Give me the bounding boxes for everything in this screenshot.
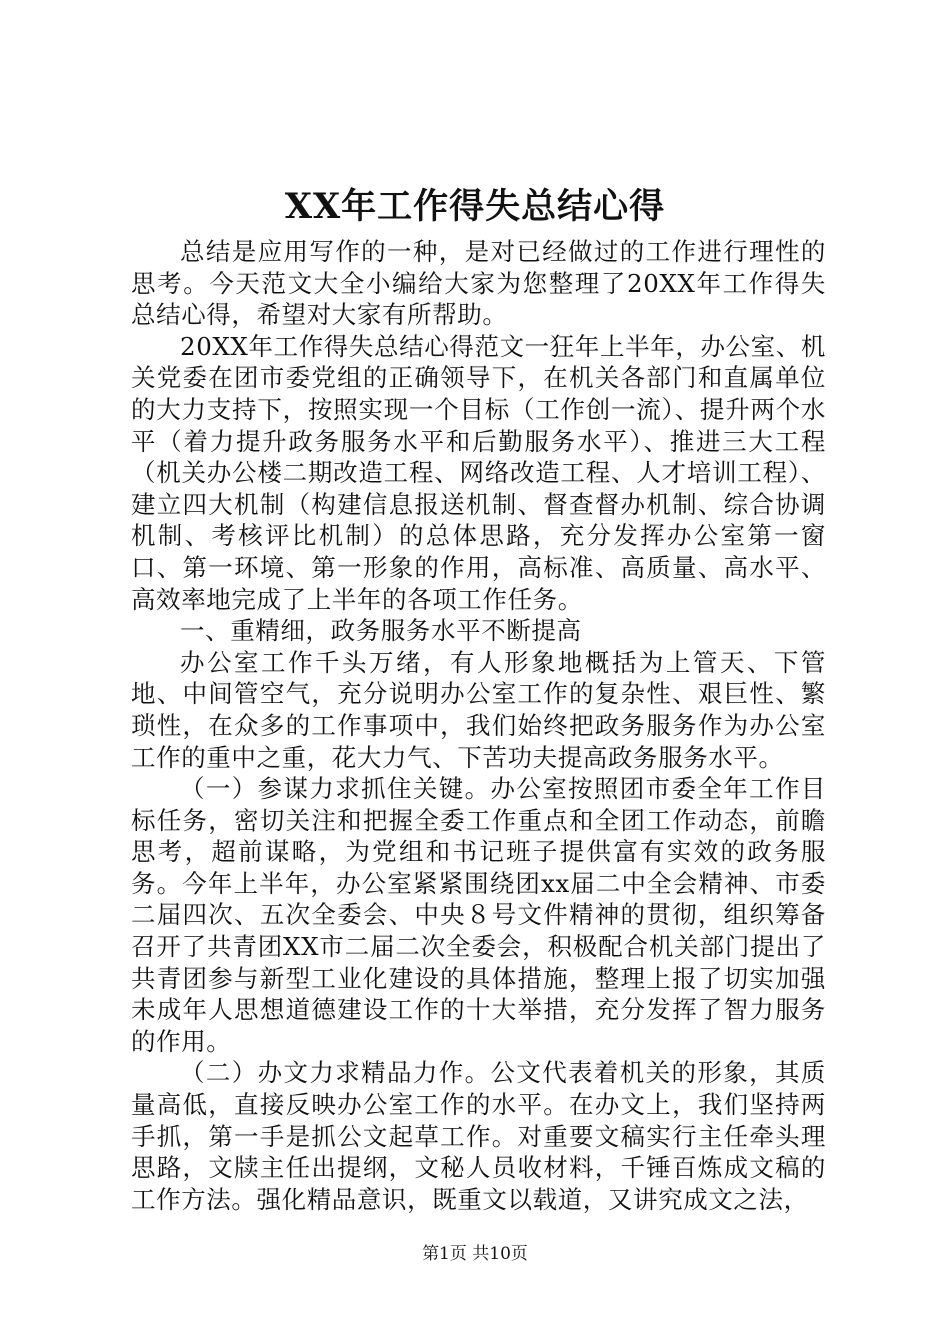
subsection-paragraph-1: （一）参谋力求抓住关键。办公室按照团市委全年工作目标任务，密切关注和把握全委工作重点和全团工作动态，前瞻思考，超前谋略，为党组和书记班子提供富有实效的政务服务。今年上半年，办公室紧紧围绕团xx届二中全会精神、市委二届四次、五次全委会、中央８号文件精神的贯彻，组织筹备召开了共青团XX市二届二次全委会，积极配合机关部门提出了共青团参与新型工业化建设的具体措施，整理上报了切实加强未成年人思想道德建设工作的十大举措，充分发挥了智力服务的作用。 [131,774,826,1056]
section-heading: 一、重精细，政务服务水平不断提高 [180,616,582,646]
page-footer: 第1页 共10页 [422,1244,528,1264]
document-title: XX年工作得失总结心得 [284,186,666,227]
section-paragraph: 办公室工作千头万绪，有人形象地概括为上管天、下管地、中间管空气，充分说明办公室工作的复杂性、艰巨性、繁琐性，在众多的工作事项中，我们始终把政务服务作为办公室工作的重中之重，花大力气、下苦功夫提高政务服务水平。 [131,647,826,772]
subsection-paragraph-2: （二）办文力求精品力作。公文代表着机关的形象，其质量高低，直接反映办公室工作的水平。在办文上，我们坚持两手抓，第一手是抓公文起草工作。对重要文稿实行主任牵头理思路，文牍主任出提纲，文秘人员收材料，千锤百炼成文稿的工作方法。强化精品意识，既重文以载道，又讲究成文之法， [131,1058,826,1214]
intro-paragraph: 总结是应用写作的一种，是对已经做过的工作进行理性的思考。今天范文大全小编给大家为您整理了20XX年工作得失总结心得，希望对大家有所帮助。 [131,237,826,330]
overview-paragraph: 20XX年工作得失总结心得范文一狂年上半年，办公室、机关党委在团市委党组的正确领导下，在机关各部门和直属单位的大力支持下，按照实现一个目标（工作创一流）、提升两个水平（着力提升政务服务水平和后勤服务水平）、推进三大工程（机关办公楼二期改造工程、网络改造工程、人才培训工程）、建立四大机制（构建信息报送机制、督查督办机制、综合协调机制、考核评比机制）的总体思路，充分发挥办公室第一窗口、第一环境、第一形象的作用，高标准、高质量、高水平、高效率地完成了上半年的各项工作任务。 [131,331,826,614]
document-body [131,236,826,1215]
